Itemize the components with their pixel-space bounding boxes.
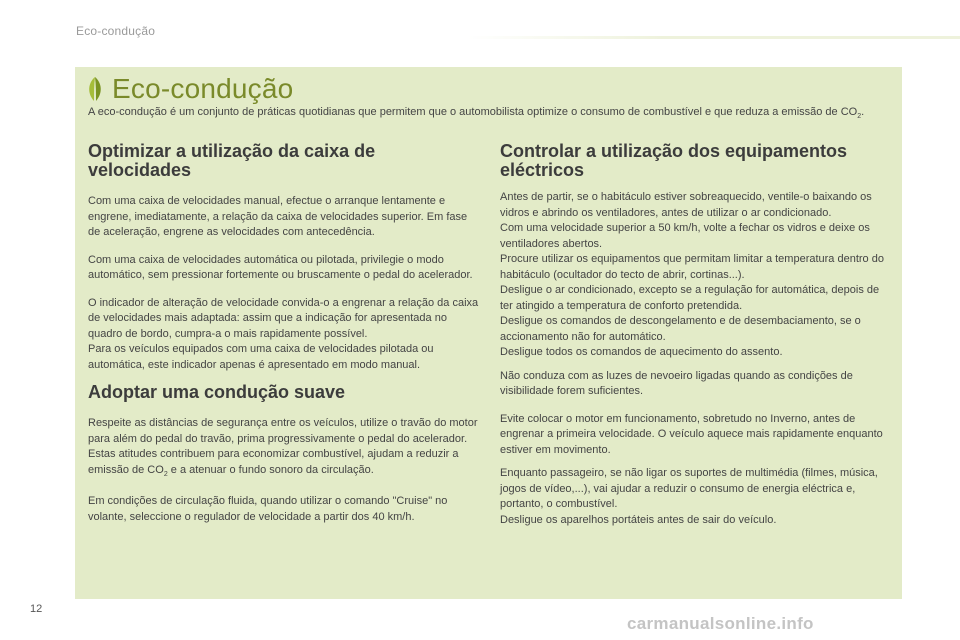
air-conditioning-paragraph: Desligue o ar condicionado, excepto se a regulação for automática, depois de ter atingido a temperatura de conforto pretendida. bbox=[500, 284, 880, 312]
gear-indicator-paragraph: O indicador de alteração de velocidade convida-o a engrenar a relação da caixa de velocidades mais adaptada: assim que a indicação for apresentada no quadro de bordo, cumpra-a o mais rapidamente possível. bbox=[88, 296, 479, 340]
ventilation-paragraph: Antes de partir, se o habitáculo estiver sobreaquecido, ventile-o baixando os vidros e abrindo os ventiladores, antes de utilizar o ar condicionado. bbox=[500, 191, 872, 219]
smooth-driving-heading: Adoptar uma condução suave bbox=[88, 382, 346, 402]
portable-devices-paragraph: Desligue os aparelhos portáteis antes de sair do veículo. bbox=[500, 513, 777, 526]
defrost-paragraph: Desligue os comandos de descongelamento e de desembaciamento, se o accionamento não for automático. bbox=[500, 315, 861, 343]
right-column bbox=[500, 142, 890, 528]
automatic-gearbox-paragraph: Com uma caixa de velocidades automática ou pilotada, privilegie o modo automático, sem pressionar fortemente ou bruscamente o pedal do acelerador. bbox=[88, 253, 473, 281]
temperature-equipment-paragraph: Procure utilizar os equipamentos que permitam limitar a temperatura dentro do habitáculo (ocultador do tecto de abrir, cortinas...). bbox=[500, 253, 884, 281]
co2-subscript: 2 bbox=[163, 470, 168, 478]
cruise-control-paragraph: Em condições de circulação fluida, quando utilizar o comando "Cruise" no volante, seleccione o regulador de velocidade a partir dos 40 km/h. bbox=[88, 495, 448, 523]
left-column bbox=[88, 142, 480, 525]
engine-warmup-paragraph: Evite colocar o motor em funcionamento, sobretudo no Inverno, antes de engrenar a primeira velocidade. O veículo aquece mais rapidamente enquanto estiver em movimento. bbox=[500, 412, 883, 456]
intro-co2-subscript: 2 bbox=[857, 113, 862, 121]
watermark: carmanualsonline.info bbox=[627, 614, 814, 633]
multimedia-paragraph: Enquanto passageiro, se não ligar os suportes de multimédia (filmes, música, jogos de vídeo,...), vai ajudar a reduzir o consumo de energia eléctrica e, portanto, o combustível. bbox=[500, 467, 878, 510]
header-divider bbox=[468, 36, 960, 39]
safety-distance-text-part1: Respeite as distâncias de segurança entre os veículos, utilize o travão do motor para além do pedal do travão, prima progressivamente o pedal do acelerador. Estas atitudes contribuem para economizar combustível, ajudam a reduzir a emissão de CO bbox=[88, 417, 478, 476]
safety-distance-text-part2: e a atenuar o fundo sonoro da circulação. bbox=[167, 463, 374, 476]
gearbox-heading: Optimizar a utilização da caixa de velocidades bbox=[88, 141, 376, 180]
gear-indicator-note-paragraph: Para os veículos equipados com uma caixa de velocidades pilotada ou automática, este indicador apenas é apresentado em modo manual. bbox=[88, 343, 434, 371]
safety-distance-paragraph bbox=[88, 416, 480, 482]
leaf-icon bbox=[86, 76, 104, 102]
intro-text-part2: . bbox=[861, 106, 865, 118]
page-number: 12 bbox=[30, 603, 43, 615]
manual-gearbox-paragraph: Com uma caixa de velocidades manual, efectue o arranque lentamente e engrene, imediatamente, a relação da caixa de velocidades superior. Em fase de aceleração, engrene as velocidades com antecedência. bbox=[88, 195, 468, 238]
seat-heating-paragraph: Desligue todos os comandos de aquecimento do assento. bbox=[500, 346, 783, 358]
fog-lights-paragraph: Não conduza com as luzes de nevoeiro ligadas quando as condições de visibilidade forem suficientes. bbox=[500, 369, 853, 397]
speed-windows-paragraph: Com uma velocidade superior a 50 km/h, volte a fechar os vidros e deixe os ventiladores abertos. bbox=[500, 222, 870, 250]
intro-text-part1: A eco-condução é um conjunto de práticas quotidianas que permitem que o automobilista optimize o consumo de combustível e que reduza a emissão de CO bbox=[88, 106, 858, 118]
section-header-title: Eco-condução bbox=[76, 24, 156, 38]
electrical-equipment-heading: Controlar a utilização dos equipamentos eléctricos bbox=[500, 141, 848, 180]
intro-text bbox=[88, 104, 888, 125]
page-title: Eco-condução bbox=[112, 73, 294, 104]
